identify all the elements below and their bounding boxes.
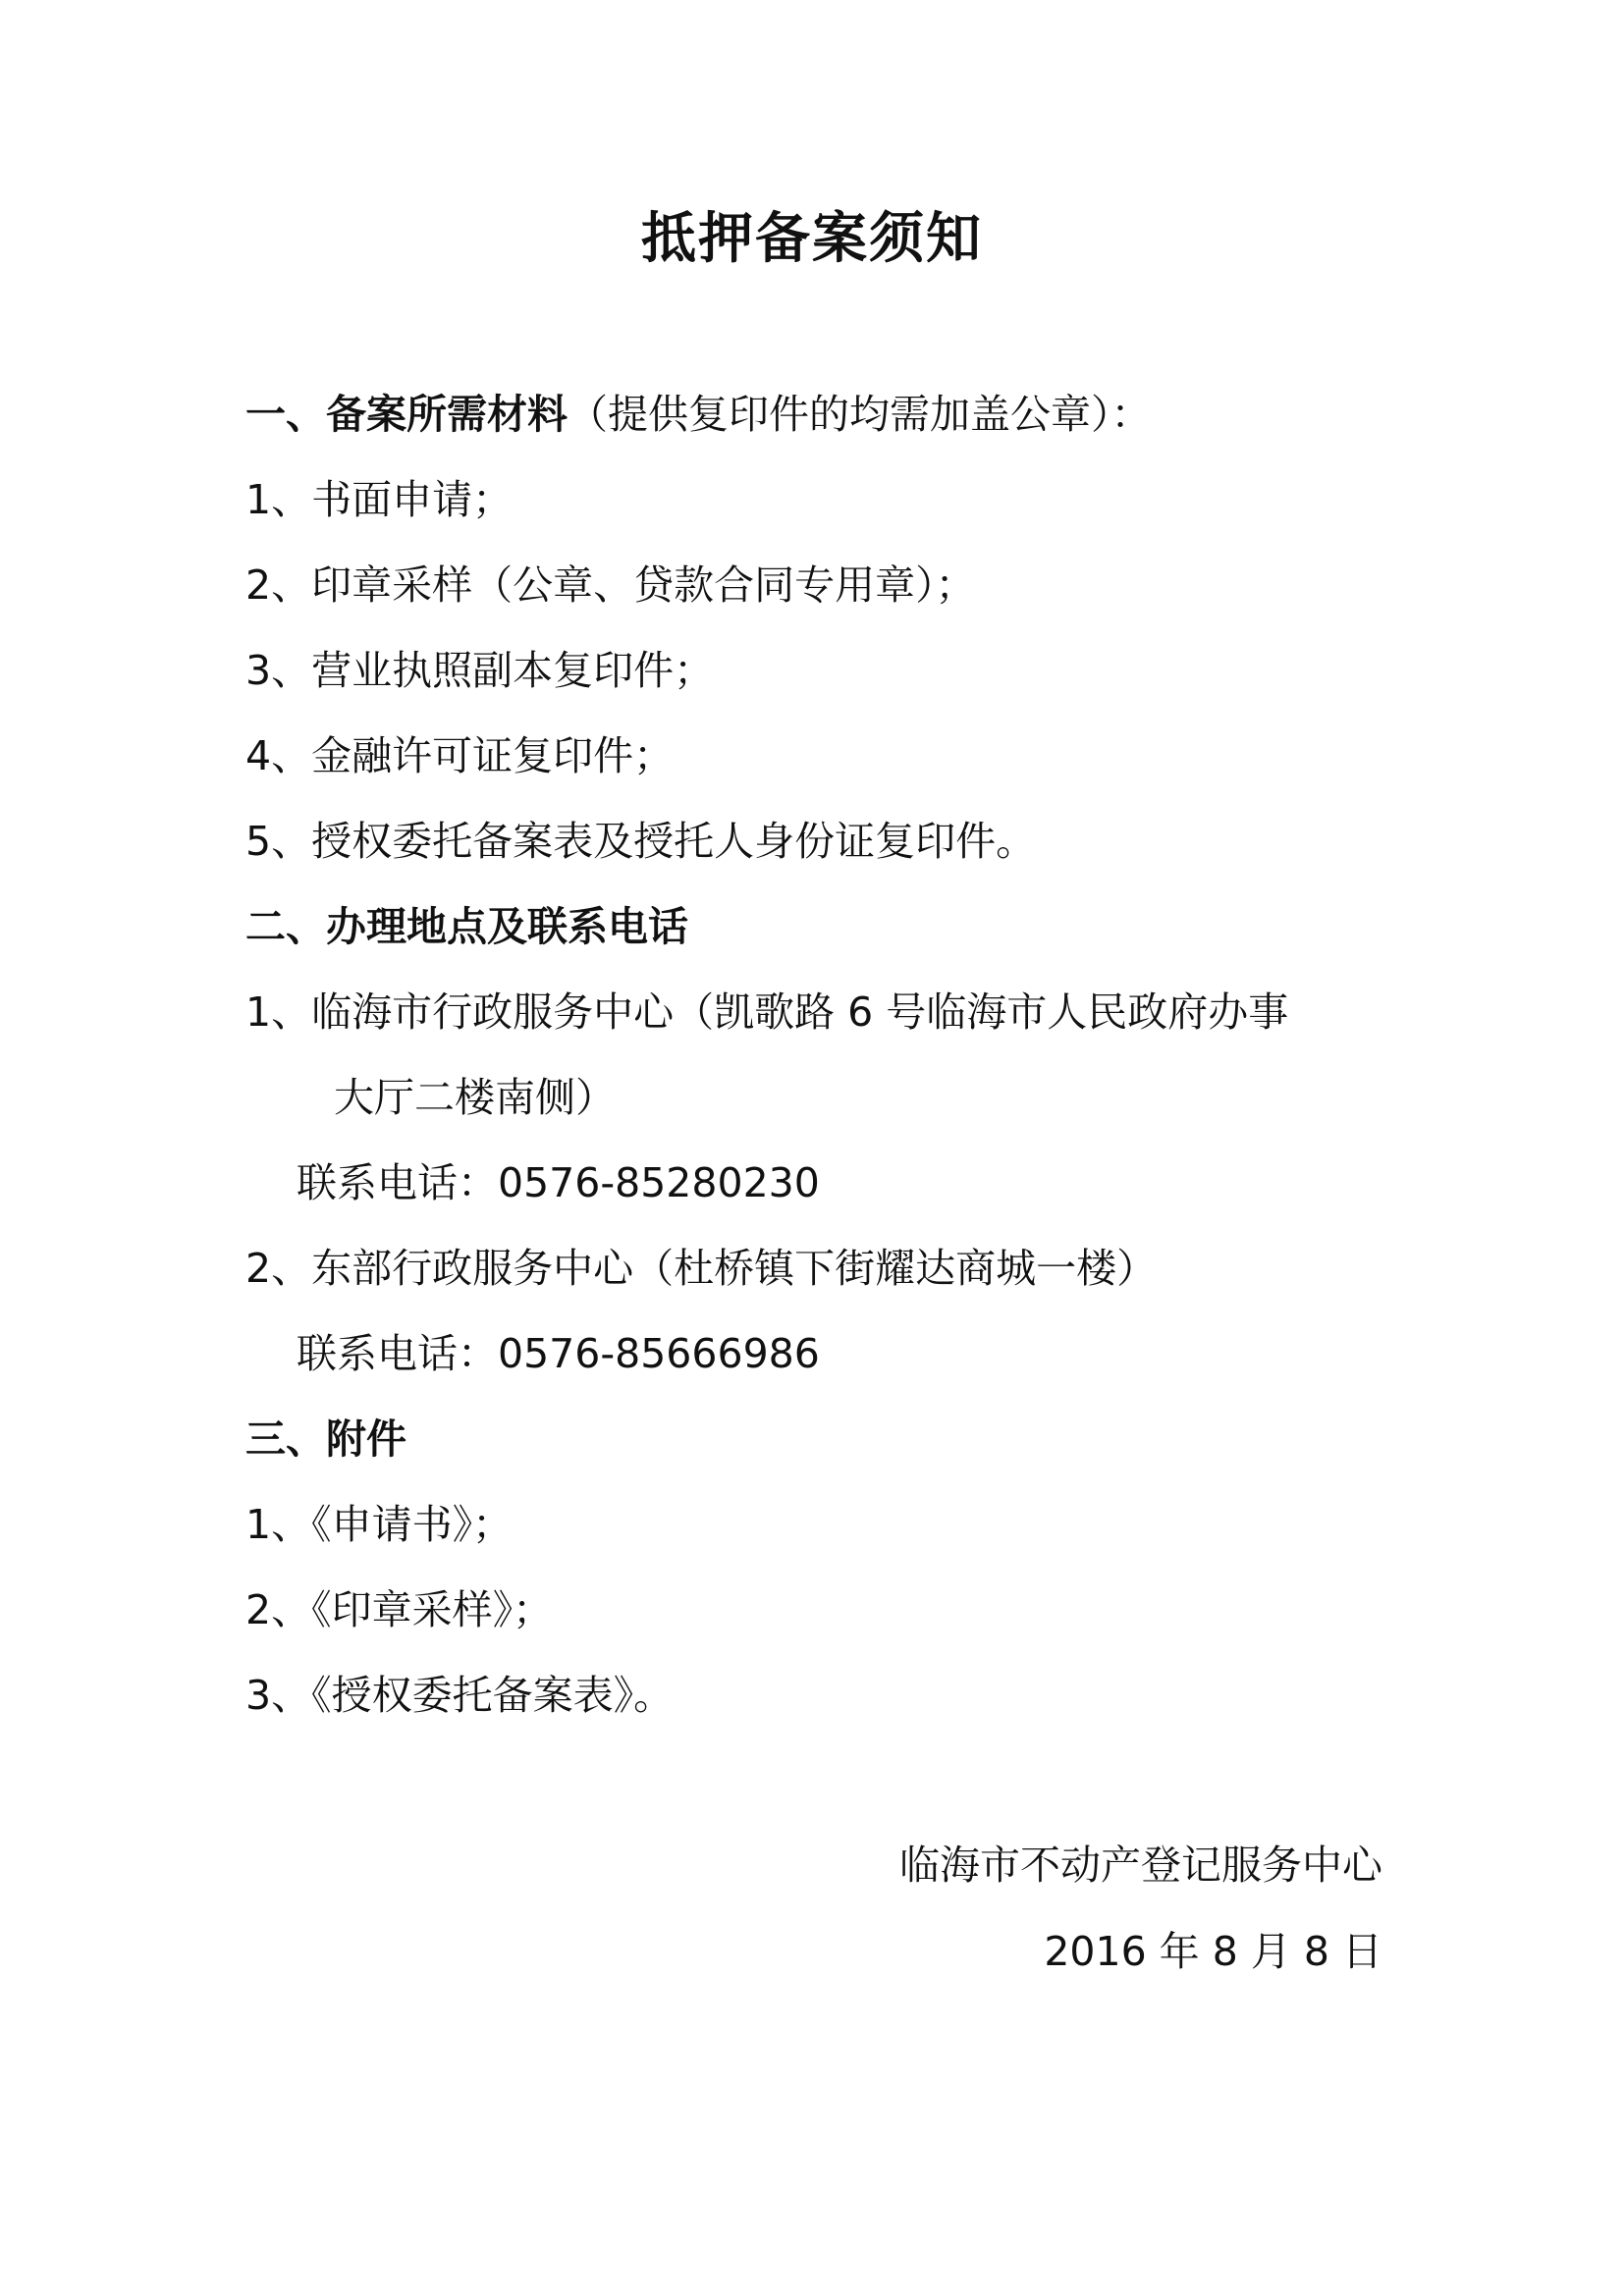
section3-heading: 三、附件 (245, 1415, 406, 1463)
location1-address-line1: 1、临海市行政服务中心（凯歌路 6 号临海市人民政府办事 (245, 988, 1289, 1036)
section1-item-1: 1、书面申请； (245, 476, 514, 523)
attachment-item-1: 1、《申请书》； (245, 1501, 514, 1548)
location2-phone: 联系电话：0576-85666986 (297, 1330, 820, 1377)
signature-date: 2016 年 8 月 8 日 (1044, 1928, 1382, 1975)
section1-item-2: 2、印章采样（公章、贷款合同专用章）； (245, 561, 976, 609)
location1-phone: 联系电话：0576-85280230 (297, 1159, 820, 1206)
section1-heading (245, 385, 1152, 444)
section1-item-4: 4、金融许可证复印件； (245, 732, 675, 779)
section1-item-5: 5、授权委托备案表及授托人身份证复印件。 (245, 818, 1037, 865)
section2-heading: 二、办理地点及联系电话 (245, 903, 688, 950)
attachment-item-2: 2、《印章采样》； (245, 1586, 554, 1633)
attachment-item-3: 3、《授权委托备案表》。 (245, 1672, 675, 1719)
section1-heading-note: （提供复印件的均需加盖公章）： (568, 391, 1152, 438)
location2-address: 2、东部行政服务中心（杜桥镇下街耀达商城一楼） (245, 1245, 1158, 1292)
section1-heading-text: 一、备案所需材料 (245, 391, 568, 438)
location1-address-line2: 大厅二楼南侧） (334, 1074, 616, 1121)
signature-organization: 临海市不动产登记服务中心 (899, 1842, 1382, 1889)
document-title: 抵押备案须知 (641, 207, 983, 271)
section1-item-3: 3、营业执照副本复印件； (245, 647, 715, 694)
